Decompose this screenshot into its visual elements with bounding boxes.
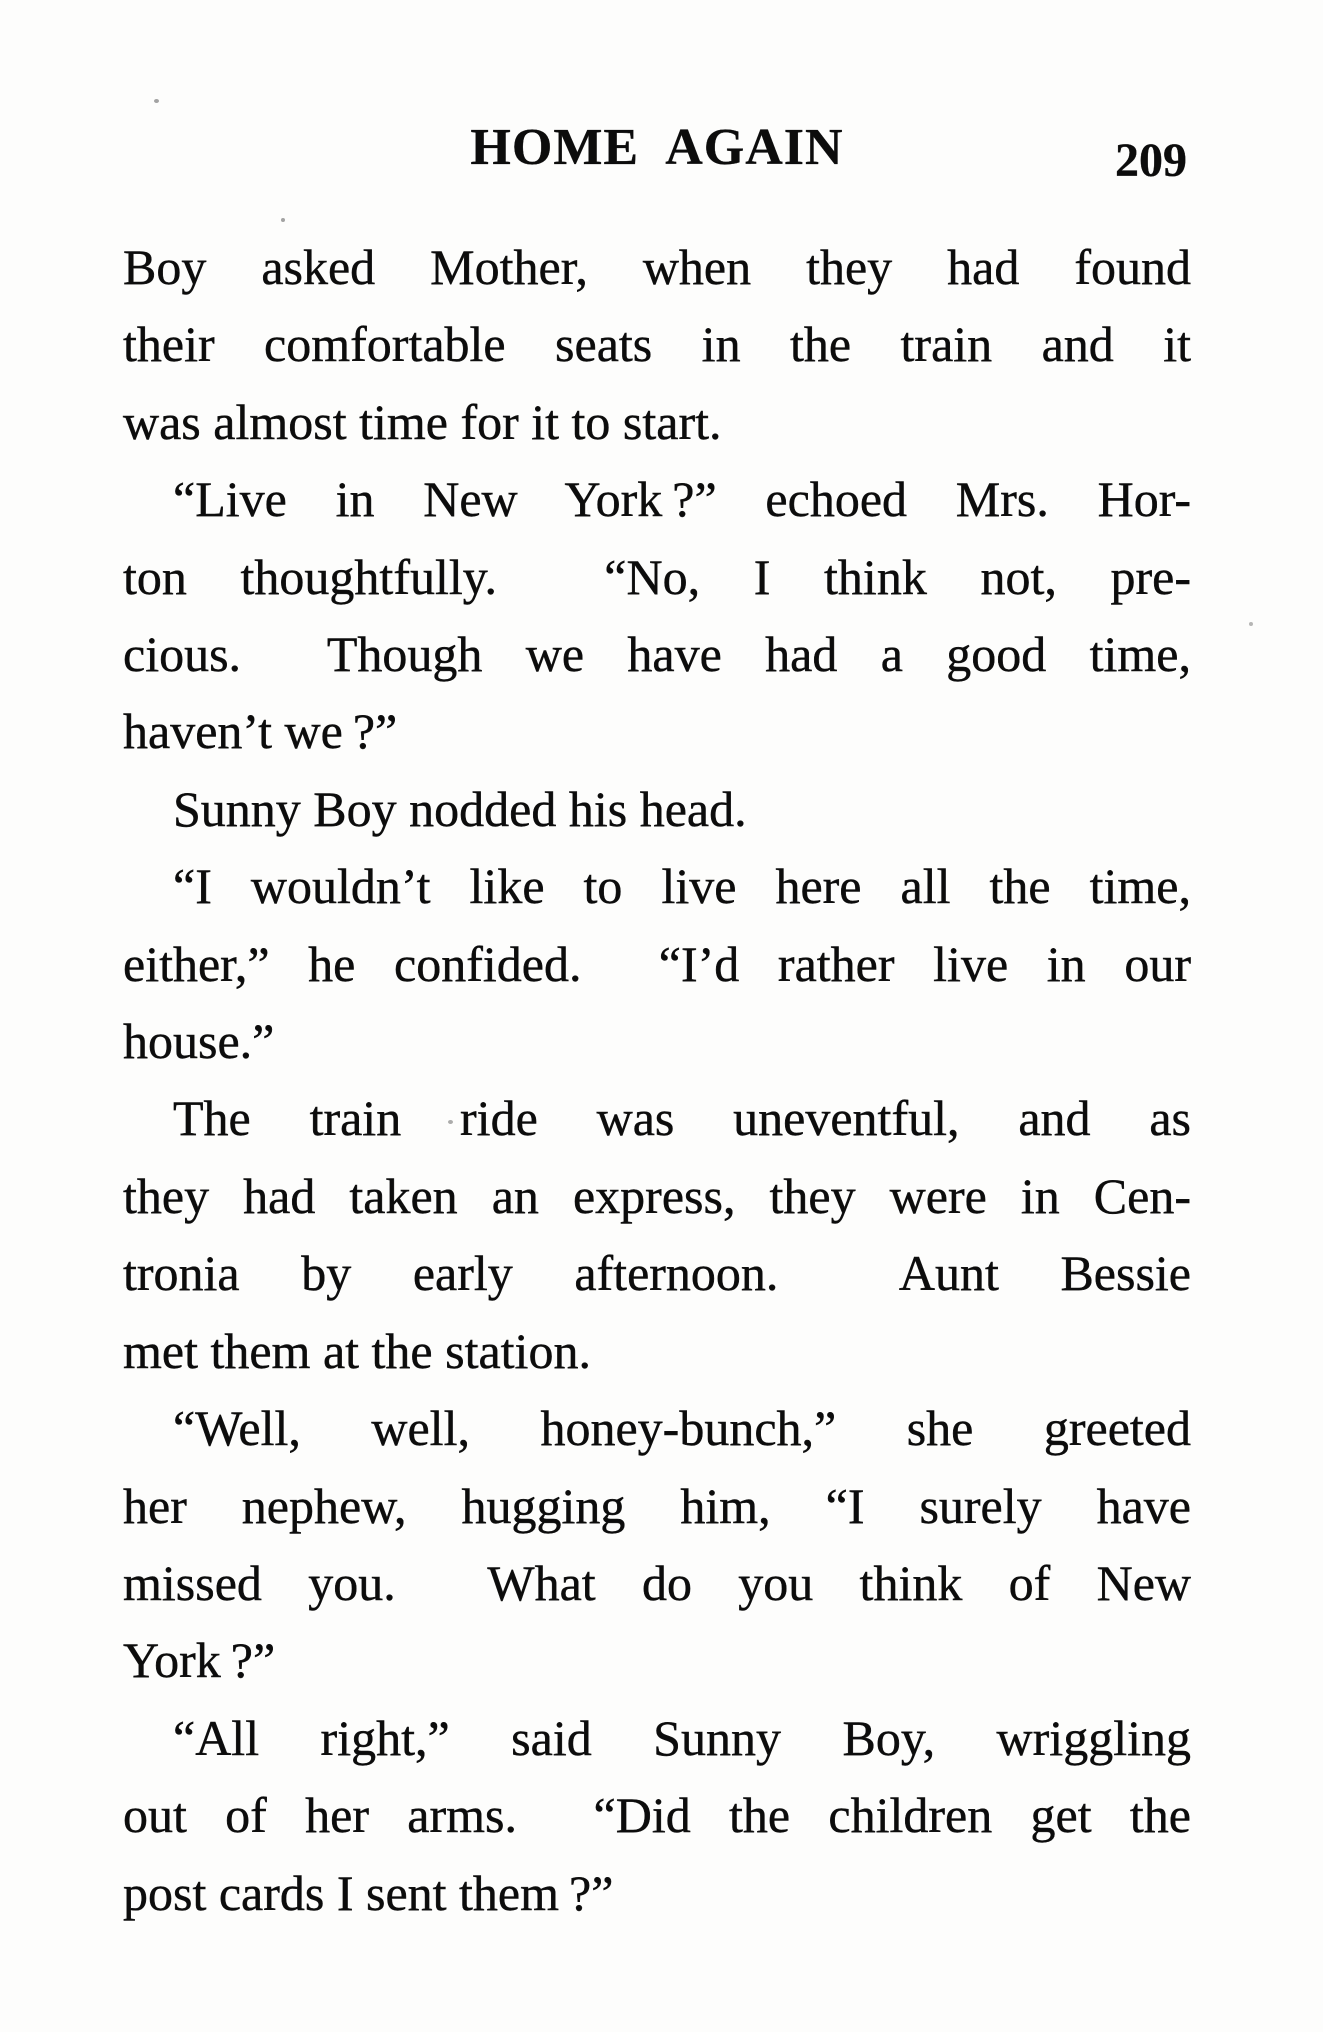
text-line: was almost time for it to start. (123, 393, 722, 450)
text-line: their comfortable seats in the train and it (123, 316, 1191, 373)
text-line: her nephew, hugging him, “I surely have (123, 1477, 1191, 1534)
text-line: Boy asked Mother, when they had found (123, 239, 1191, 295)
scan-speck (1249, 622, 1253, 626)
text-line: Sunny Boy nodded his head. (173, 780, 747, 837)
text-line: ton thoughtfully. “No, I think not, pre- (123, 548, 1191, 605)
text-line: house.” (123, 1013, 275, 1070)
text-line: York ?” (123, 1632, 276, 1689)
scan-speck (448, 1120, 453, 1124)
text-line: met them at the station. (123, 1322, 591, 1379)
text-line: The train ride was uneventful, and as (173, 1090, 1191, 1147)
scan-speck (281, 218, 285, 222)
text-line: “All right,” said Sunny Boy, wriggling (173, 1709, 1191, 1766)
text-line: “Well, well, honey-bunch,” she greeted (173, 1400, 1191, 1457)
page-number: 209 (1115, 134, 1187, 187)
text-line: they had taken an express, they were in Cen- (123, 1167, 1191, 1224)
scan-speck (154, 99, 159, 103)
text-line: out of her arms. “Did the children get the (123, 1787, 1191, 1844)
text-line: “Live in New York ?” echoed Mrs. Hor- (173, 471, 1191, 528)
text-line: missed you. What do you think of New (123, 1554, 1191, 1611)
text-line: tronia by early afternoon. Aunt Bessie (123, 1245, 1191, 1302)
text-line: post cards I sent them ?” (123, 1864, 614, 1921)
text-line: cious. Though we have had a good time, (123, 626, 1191, 683)
text-line: either,” he confided. “I’d rather live in our (123, 935, 1191, 992)
text-line: haven’t we ?” (123, 703, 398, 760)
page-body-text (123, 229, 1191, 1932)
text-line: “I wouldn’t like to live here all the time, (173, 858, 1191, 915)
running-header: HOME AGAIN (470, 119, 844, 176)
